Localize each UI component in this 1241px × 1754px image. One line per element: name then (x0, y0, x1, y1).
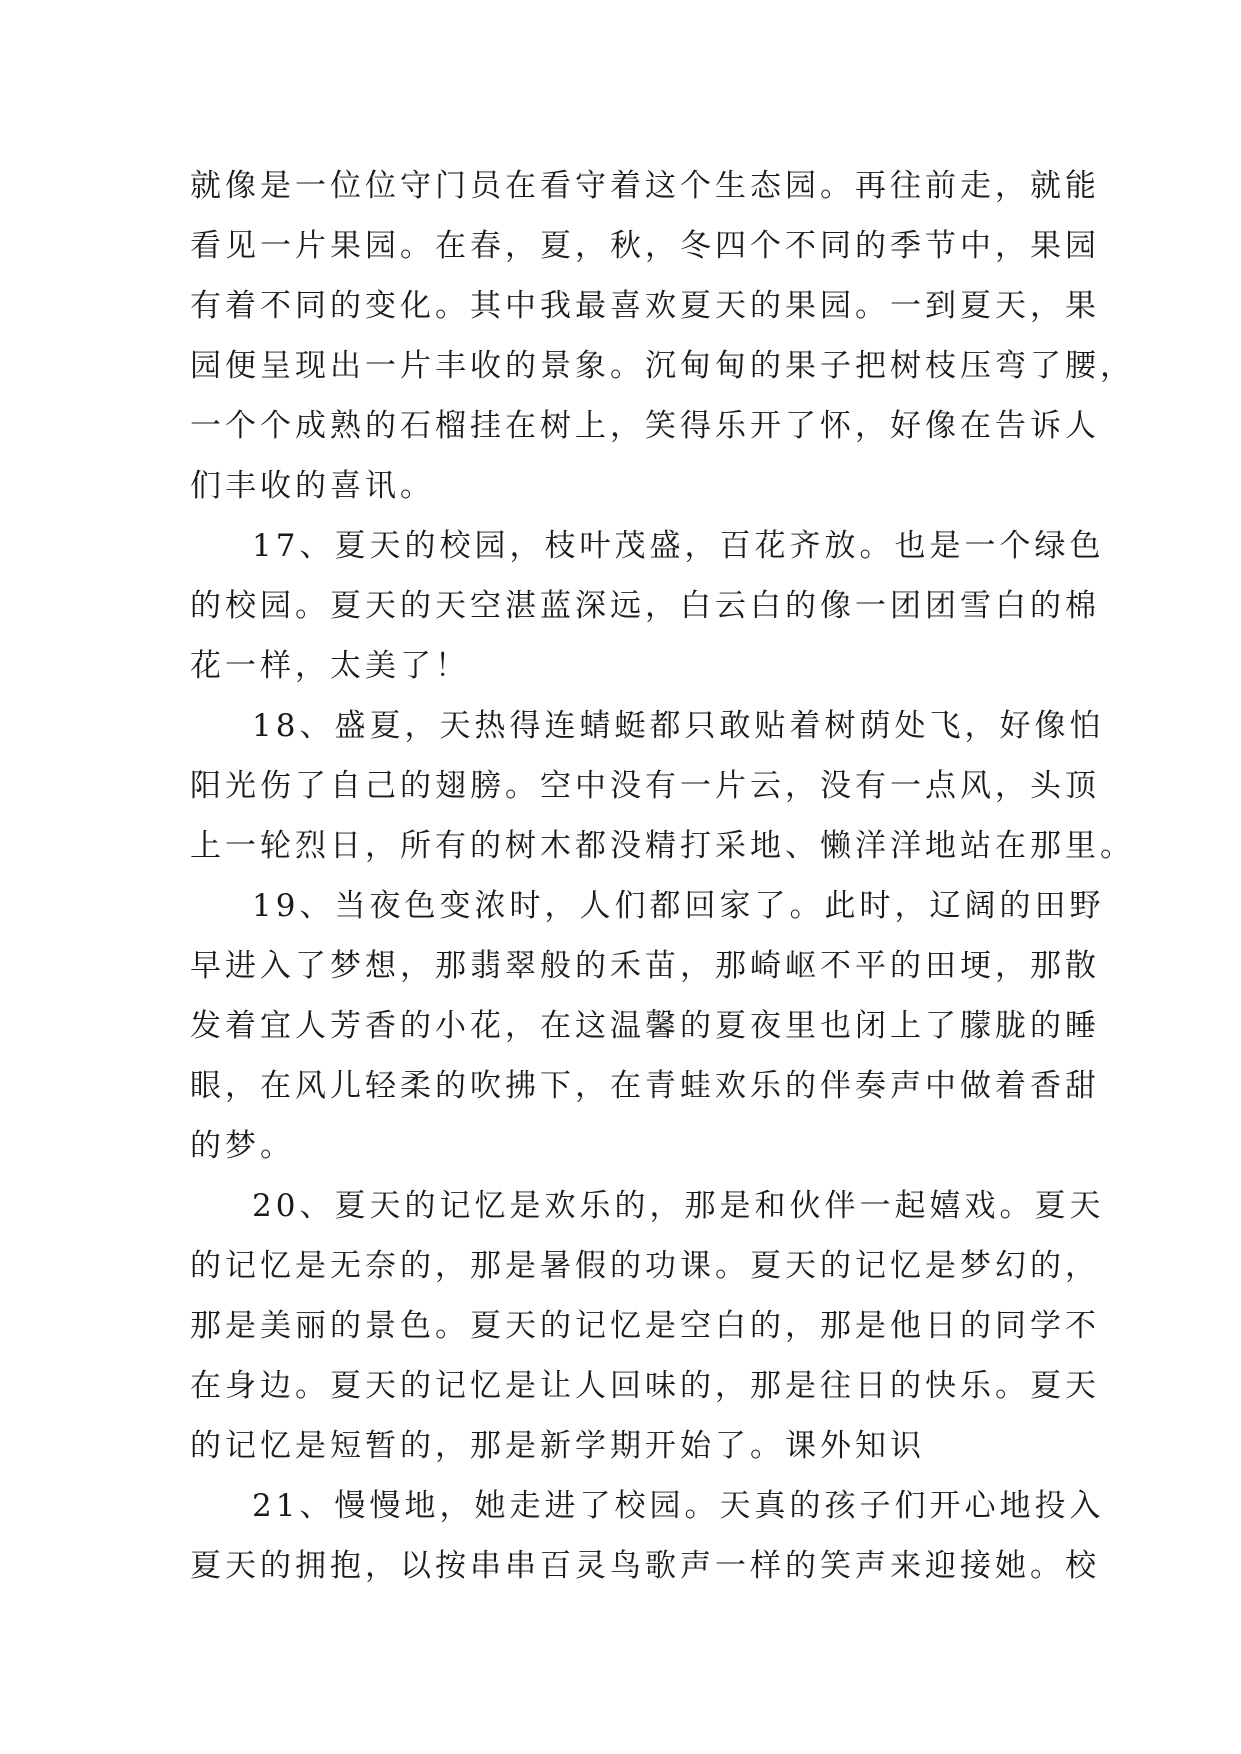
text-line: 早进入了梦想，那翡翠般的禾苗，那崎岖不平的田埂，那散 (190, 948, 1100, 984)
text-line: 的梦。 (190, 1128, 295, 1164)
paragraph-start-line: 18、盛夏，天热得连蜻蜓都只敢贴着树荫处飞，好像怕 (252, 708, 1105, 744)
text-line: 花一样，太美了！ (190, 648, 470, 684)
text-line: 发着宜人芳香的小花，在这温馨的夏夜里也闭上了朦胧的睡 (190, 1008, 1100, 1044)
text-line: 的记忆是无奈的，那是暑假的功课。夏天的记忆是梦幻的， (190, 1248, 1100, 1284)
text-line: 们丰收的喜讯。 (190, 468, 435, 504)
text-line: 的校园。夏天的天空湛蓝深远，白云白的像一团团雪白的棉 (190, 588, 1100, 624)
paragraph-start-line: 19、当夜色变浓时，人们都回家了。此时，辽阔的田野 (252, 888, 1105, 924)
paragraph-start-line: 21、慢慢地，她走进了校园。天真的孩子们开心地投入 (252, 1488, 1105, 1524)
text-line: 眼，在风儿轻柔的吹拂下，在青蛙欢乐的伴奏声中做着香甜 (190, 1068, 1100, 1104)
text-line: 有着不同的变化。其中我最喜欢夏天的果园。一到夏天，果 (190, 288, 1100, 324)
text-line: 阳光伤了自己的翅膀。空中没有一片云，没有一点风，头顶 (190, 768, 1100, 804)
text-line: 在身边。夏天的记忆是让人回味的，那是往日的快乐。夏天 (190, 1368, 1100, 1404)
text-line: 那是美丽的景色。夏天的记忆是空白的，那是他日的同学不 (190, 1308, 1100, 1344)
text-line: 一个个成熟的石榴挂在树上，笑得乐开了怀，好像在告诉人 (190, 408, 1100, 444)
document-body (190, 156, 1135, 1596)
text-line: 夏天的拥抱，以按串串百灵鸟歌声一样的笑声来迎接她。校 (190, 1548, 1100, 1584)
paragraph-start-line: 17、夏天的校园，枝叶茂盛，百花齐放。也是一个绿色 (252, 528, 1105, 564)
paragraph-start-line: 20、夏天的记忆是欢乐的，那是和伙伴一起嬉戏。夏天 (252, 1188, 1105, 1224)
text-line: 园便呈现出一片丰收的景象。沉甸甸的果子把树枝压弯了腰， (190, 348, 1135, 384)
text-line: 的记忆是短暂的，那是新学期开始了。课外知识 (190, 1428, 925, 1464)
text-line: 看见一片果园。在春，夏，秋，冬四个不同的季节中，果园 (190, 228, 1100, 264)
text-line: 就像是一位位守门员在看守着这个生态园。再往前走，就能 (190, 168, 1100, 204)
text-line: 上一轮烈日，所有的树木都没精打采地、懒洋洋地站在那里。 (190, 828, 1135, 864)
